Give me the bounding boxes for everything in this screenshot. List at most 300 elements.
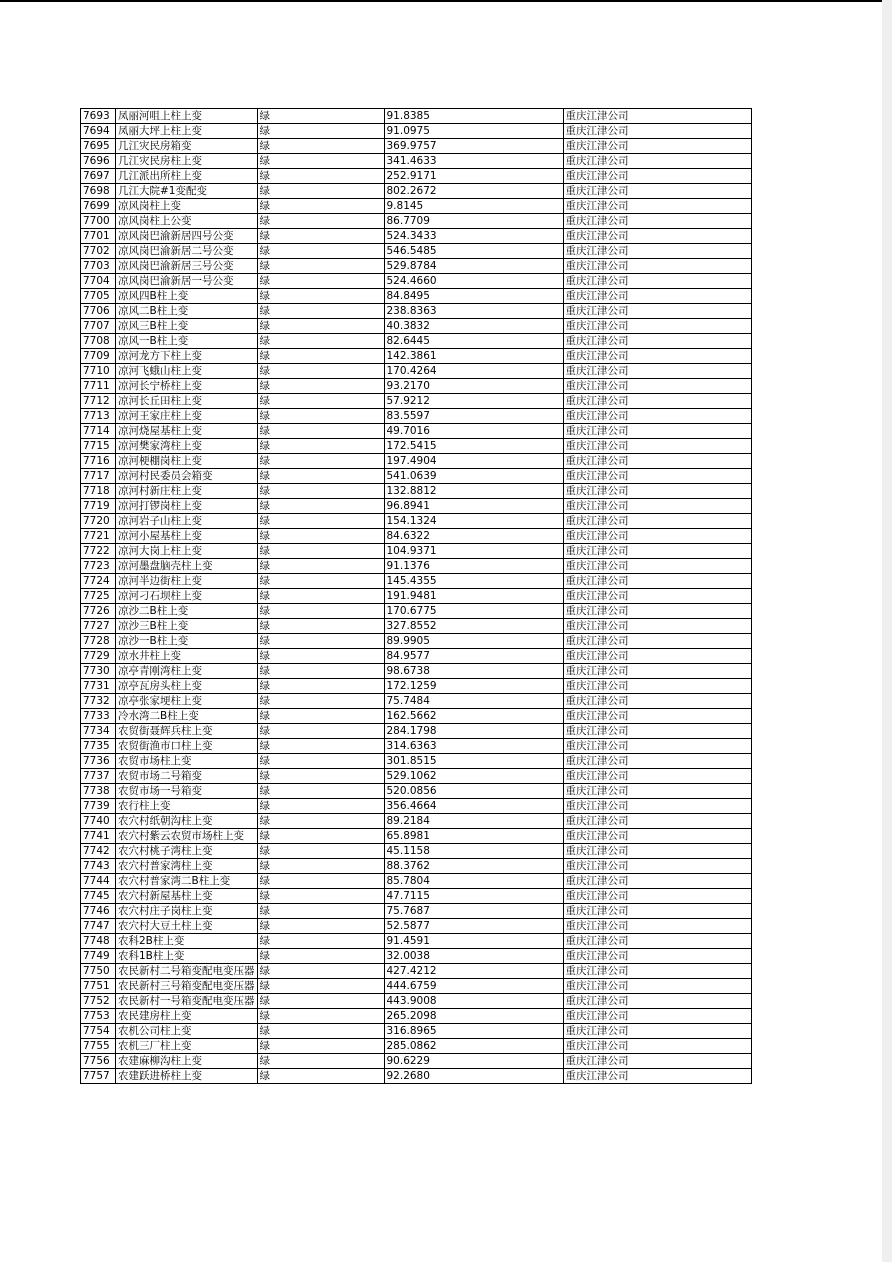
company-cell: 重庆江津公司 — [563, 619, 751, 634]
table-row — [81, 304, 752, 319]
status-cell: 绿 — [257, 154, 384, 169]
table-row — [81, 124, 752, 139]
status-cell: 绿 — [257, 664, 384, 679]
company-cell: 重庆江津公司 — [563, 679, 751, 694]
value-cell: 284.1798 — [384, 724, 563, 739]
row-id-cell: 7750 — [81, 964, 116, 979]
row-id-cell: 7731 — [81, 679, 116, 694]
name-cell: 凉风岗柱上变 — [116, 199, 258, 214]
company-cell: 重庆江津公司 — [563, 799, 751, 814]
status-cell: 绿 — [257, 904, 384, 919]
table-row — [81, 709, 752, 724]
value-cell: 75.7687 — [384, 904, 563, 919]
name-cell: 农贸街聂辉兵柱上变 — [116, 724, 258, 739]
table-row — [81, 889, 752, 904]
row-id-cell: 7710 — [81, 364, 116, 379]
name-cell: 农机三厂柱上变 — [116, 1039, 258, 1054]
status-cell: 绿 — [257, 559, 384, 574]
row-id-cell: 7741 — [81, 829, 116, 844]
row-id-cell: 7706 — [81, 304, 116, 319]
status-cell: 绿 — [257, 949, 384, 964]
value-cell: 84.6322 — [384, 529, 563, 544]
status-cell: 绿 — [257, 349, 384, 364]
status-cell: 绿 — [257, 244, 384, 259]
status-cell: 绿 — [257, 694, 384, 709]
row-id-cell: 7745 — [81, 889, 116, 904]
value-cell: 142.3861 — [384, 349, 563, 364]
status-cell: 绿 — [257, 454, 384, 469]
company-cell: 重庆江津公司 — [563, 499, 751, 514]
value-cell: 89.9905 — [384, 634, 563, 649]
company-cell: 重庆江津公司 — [563, 184, 751, 199]
status-cell: 绿 — [257, 334, 384, 349]
company-cell: 重庆江津公司 — [563, 244, 751, 259]
value-cell: 443.9008 — [384, 994, 563, 1009]
name-cell: 农民建房柱上变 — [116, 1009, 258, 1024]
name-cell: 凉亭张家埂柱上变 — [116, 694, 258, 709]
row-id-cell: 7716 — [81, 454, 116, 469]
company-cell: 重庆江津公司 — [563, 859, 751, 874]
name-cell: 凉河刁石坝柱上变 — [116, 589, 258, 604]
name-cell: 农穴村纸朝沟柱上变 — [116, 814, 258, 829]
value-cell: 154.1324 — [384, 514, 563, 529]
company-cell: 重庆江津公司 — [563, 964, 751, 979]
table-row — [81, 859, 752, 874]
value-cell: 91.0975 — [384, 124, 563, 139]
table-row — [81, 229, 752, 244]
name-cell: 农贸市场一号箱变 — [116, 784, 258, 799]
name-cell: 凉风岗巴渝新居四号公变 — [116, 229, 258, 244]
name-cell: 农建麻柳沟柱上变 — [116, 1054, 258, 1069]
value-cell: 9.8145 — [384, 199, 563, 214]
value-cell: 172.1259 — [384, 679, 563, 694]
row-id-cell: 7694 — [81, 124, 116, 139]
company-cell: 重庆江津公司 — [563, 1039, 751, 1054]
company-cell: 重庆江津公司 — [563, 574, 751, 589]
value-cell: 162.5662 — [384, 709, 563, 724]
page-top-border — [0, 0, 892, 2]
table-row — [81, 109, 752, 124]
table-row — [81, 964, 752, 979]
company-cell: 重庆江津公司 — [563, 634, 751, 649]
status-cell: 绿 — [257, 589, 384, 604]
name-cell: 凉河飞蛾山柱上变 — [116, 364, 258, 379]
name-cell: 农民新村二号箱变配电变压器 — [116, 964, 258, 979]
company-cell: 重庆江津公司 — [563, 589, 751, 604]
value-cell: 427.4212 — [384, 964, 563, 979]
status-cell: 绿 — [257, 1024, 384, 1039]
company-cell: 重庆江津公司 — [563, 424, 751, 439]
name-cell: 冷水湾二B柱上变 — [116, 709, 258, 724]
name-cell: 农科2B柱上变 — [116, 934, 258, 949]
name-cell: 凉风岗巴渝新居二号公变 — [116, 244, 258, 259]
status-cell: 绿 — [257, 994, 384, 1009]
value-cell: 524.4660 — [384, 274, 563, 289]
value-cell: 341.4633 — [384, 154, 563, 169]
row-id-cell: 7748 — [81, 934, 116, 949]
table-row — [81, 394, 752, 409]
row-id-cell: 7733 — [81, 709, 116, 724]
company-cell: 重庆江津公司 — [563, 754, 751, 769]
status-cell: 绿 — [257, 214, 384, 229]
value-cell: 285.0862 — [384, 1039, 563, 1054]
page-right-gutter — [882, 0, 892, 1262]
row-id-cell: 7700 — [81, 214, 116, 229]
company-cell: 重庆江津公司 — [563, 1009, 751, 1024]
status-cell: 绿 — [257, 469, 384, 484]
row-id-cell: 7724 — [81, 574, 116, 589]
company-cell: 重庆江津公司 — [563, 529, 751, 544]
name-cell: 凉沙三B柱上变 — [116, 619, 258, 634]
status-cell: 绿 — [257, 814, 384, 829]
table-row — [81, 994, 752, 1009]
company-cell: 重庆江津公司 — [563, 454, 751, 469]
name-cell: 农穴村普家湾柱上变 — [116, 859, 258, 874]
value-cell: 170.6775 — [384, 604, 563, 619]
table-row — [81, 979, 752, 994]
table-row — [81, 424, 752, 439]
status-cell: 绿 — [257, 379, 384, 394]
name-cell: 凉河打锣岗柱上变 — [116, 499, 258, 514]
status-cell: 绿 — [257, 859, 384, 874]
status-cell: 绿 — [257, 979, 384, 994]
company-cell: 重庆江津公司 — [563, 514, 751, 529]
status-cell: 绿 — [257, 124, 384, 139]
value-cell: 238.8363 — [384, 304, 563, 319]
row-id-cell: 7714 — [81, 424, 116, 439]
table-row — [81, 829, 752, 844]
name-cell: 几江派出所柱上变 — [116, 169, 258, 184]
value-cell: 314.6363 — [384, 739, 563, 754]
row-id-cell: 7699 — [81, 199, 116, 214]
value-cell: 546.5485 — [384, 244, 563, 259]
company-cell: 重庆江津公司 — [563, 829, 751, 844]
company-cell: 重庆江津公司 — [563, 229, 751, 244]
table-row — [81, 874, 752, 889]
row-id-cell: 7719 — [81, 499, 116, 514]
row-id-cell: 7753 — [81, 1009, 116, 1024]
name-cell: 凉风二B柱上变 — [116, 304, 258, 319]
row-id-cell: 7749 — [81, 949, 116, 964]
status-cell: 绿 — [257, 679, 384, 694]
table-row — [81, 364, 752, 379]
row-id-cell: 7701 — [81, 229, 116, 244]
table-row — [81, 679, 752, 694]
value-cell: 444.6759 — [384, 979, 563, 994]
name-cell: 农贸街渔市口柱上变 — [116, 739, 258, 754]
row-id-cell: 7715 — [81, 439, 116, 454]
company-cell: 重庆江津公司 — [563, 874, 751, 889]
name-cell: 凉河烧屋基柱上变 — [116, 424, 258, 439]
company-cell: 重庆江津公司 — [563, 664, 751, 679]
table-row — [81, 589, 752, 604]
name-cell: 农穴村紫云农贸市场柱上变 — [116, 829, 258, 844]
company-cell: 重庆江津公司 — [563, 934, 751, 949]
status-cell: 绿 — [257, 1069, 384, 1084]
company-cell: 重庆江津公司 — [563, 949, 751, 964]
name-cell: 凤丽大坪上柱上变 — [116, 124, 258, 139]
name-cell: 几江灾民房柱上变 — [116, 154, 258, 169]
company-cell: 重庆江津公司 — [563, 124, 751, 139]
table-row — [81, 454, 752, 469]
company-cell: 重庆江津公司 — [563, 154, 751, 169]
row-id-cell: 7697 — [81, 169, 116, 184]
row-id-cell: 7702 — [81, 244, 116, 259]
company-cell: 重庆江津公司 — [563, 994, 751, 1009]
value-cell: 47.7115 — [384, 889, 563, 904]
value-cell: 98.6738 — [384, 664, 563, 679]
name-cell: 凉风岗巴渝新居一号公变 — [116, 274, 258, 289]
row-id-cell: 7698 — [81, 184, 116, 199]
table-row — [81, 1069, 752, 1084]
name-cell: 凉河岩子山柱上变 — [116, 514, 258, 529]
row-id-cell: 7754 — [81, 1024, 116, 1039]
row-id-cell: 7709 — [81, 349, 116, 364]
name-cell: 凉河墨盘脑壳柱上变 — [116, 559, 258, 574]
status-cell: 绿 — [257, 169, 384, 184]
name-cell: 凉沙一B柱上变 — [116, 634, 258, 649]
value-cell: 45.1158 — [384, 844, 563, 859]
status-cell: 绿 — [257, 259, 384, 274]
company-cell: 重庆江津公司 — [563, 889, 751, 904]
row-id-cell: 7756 — [81, 1054, 116, 1069]
name-cell: 凉河王家庄柱上变 — [116, 409, 258, 424]
status-cell: 绿 — [257, 424, 384, 439]
company-cell: 重庆江津公司 — [563, 379, 751, 394]
value-cell: 301.8515 — [384, 754, 563, 769]
company-cell: 重庆江津公司 — [563, 439, 751, 454]
table-row — [81, 214, 752, 229]
company-cell: 重庆江津公司 — [563, 604, 751, 619]
company-cell: 重庆江津公司 — [563, 394, 751, 409]
table-row — [81, 319, 752, 334]
name-cell: 凉河樊家湾柱上变 — [116, 439, 258, 454]
table-row — [81, 784, 752, 799]
status-cell: 绿 — [257, 229, 384, 244]
status-cell: 绿 — [257, 739, 384, 754]
row-id-cell: 7727 — [81, 619, 116, 634]
row-id-cell: 7722 — [81, 544, 116, 559]
status-cell: 绿 — [257, 619, 384, 634]
table-row — [81, 184, 752, 199]
row-id-cell: 7696 — [81, 154, 116, 169]
table-row — [81, 634, 752, 649]
status-cell: 绿 — [257, 754, 384, 769]
status-cell: 绿 — [257, 934, 384, 949]
row-id-cell: 7757 — [81, 1069, 116, 1084]
status-cell: 绿 — [257, 844, 384, 859]
table-row — [81, 769, 752, 784]
company-cell: 重庆江津公司 — [563, 724, 751, 739]
name-cell: 农穴村庄子岗柱上变 — [116, 904, 258, 919]
row-id-cell: 7737 — [81, 769, 116, 784]
value-cell: 92.2680 — [384, 1069, 563, 1084]
table-row — [81, 274, 752, 289]
name-cell: 农穴村普家湾二B柱上变 — [116, 874, 258, 889]
status-cell: 绿 — [257, 499, 384, 514]
status-cell: 绿 — [257, 889, 384, 904]
table-row — [81, 1054, 752, 1069]
row-id-cell: 7721 — [81, 529, 116, 544]
table-row — [81, 469, 752, 484]
company-cell: 重庆江津公司 — [563, 784, 751, 799]
table-row — [81, 649, 752, 664]
row-id-cell: 7705 — [81, 289, 116, 304]
table-row — [81, 349, 752, 364]
name-cell: 凉河半边街柱上变 — [116, 574, 258, 589]
company-cell: 重庆江津公司 — [563, 364, 751, 379]
value-cell: 252.9171 — [384, 169, 563, 184]
company-cell: 重庆江津公司 — [563, 259, 751, 274]
table-row — [81, 919, 752, 934]
company-cell: 重庆江津公司 — [563, 289, 751, 304]
status-cell: 绿 — [257, 964, 384, 979]
name-cell: 凉河村新庄柱上变 — [116, 484, 258, 499]
company-cell: 重庆江津公司 — [563, 694, 751, 709]
table-row — [81, 514, 752, 529]
status-cell: 绿 — [257, 319, 384, 334]
value-cell: 89.2184 — [384, 814, 563, 829]
row-id-cell: 7740 — [81, 814, 116, 829]
value-cell: 75.7484 — [384, 694, 563, 709]
company-cell: 重庆江津公司 — [563, 844, 751, 859]
company-cell: 重庆江津公司 — [563, 649, 751, 664]
value-cell: 369.9757 — [384, 139, 563, 154]
value-cell: 191.9481 — [384, 589, 563, 604]
row-id-cell: 7734 — [81, 724, 116, 739]
row-id-cell: 7717 — [81, 469, 116, 484]
status-cell: 绿 — [257, 184, 384, 199]
company-cell: 重庆江津公司 — [563, 214, 751, 229]
row-id-cell: 7720 — [81, 514, 116, 529]
value-cell: 86.7709 — [384, 214, 563, 229]
company-cell: 重庆江津公司 — [563, 739, 751, 754]
row-id-cell: 7695 — [81, 139, 116, 154]
name-cell: 凉河村民委员会箱变 — [116, 469, 258, 484]
table-row — [81, 949, 752, 964]
table-row — [81, 844, 752, 859]
name-cell: 农机公司柱上变 — [116, 1024, 258, 1039]
value-cell: 524.3433 — [384, 229, 563, 244]
table-row — [81, 529, 752, 544]
table-row — [81, 904, 752, 919]
company-cell: 重庆江津公司 — [563, 409, 751, 424]
name-cell: 凉风三B柱上变 — [116, 319, 258, 334]
company-cell: 重庆江津公司 — [563, 1024, 751, 1039]
table-row — [81, 694, 752, 709]
row-id-cell: 7752 — [81, 994, 116, 1009]
status-cell: 绿 — [257, 514, 384, 529]
status-cell: 绿 — [257, 709, 384, 724]
status-cell: 绿 — [257, 394, 384, 409]
row-id-cell: 7693 — [81, 109, 116, 124]
status-cell: 绿 — [257, 634, 384, 649]
row-id-cell: 7736 — [81, 754, 116, 769]
status-cell: 绿 — [257, 724, 384, 739]
name-cell: 农民新村一号箱变配电变压器 — [116, 994, 258, 1009]
company-cell: 重庆江津公司 — [563, 304, 751, 319]
row-id-cell: 7726 — [81, 604, 116, 619]
row-id-cell: 7718 — [81, 484, 116, 499]
value-cell: 40.3832 — [384, 319, 563, 334]
row-id-cell: 7729 — [81, 649, 116, 664]
value-cell: 802.2672 — [384, 184, 563, 199]
value-cell: 65.8981 — [384, 829, 563, 844]
table-row — [81, 1039, 752, 1054]
company-cell: 重庆江津公司 — [563, 109, 751, 124]
company-cell: 重庆江津公司 — [563, 769, 751, 784]
table-row — [81, 139, 752, 154]
row-id-cell: 7732 — [81, 694, 116, 709]
table-row — [81, 169, 752, 184]
company-cell: 重庆江津公司 — [563, 904, 751, 919]
status-cell: 绿 — [257, 304, 384, 319]
value-cell: 91.4591 — [384, 934, 563, 949]
name-cell: 凉风四B柱上变 — [116, 289, 258, 304]
status-cell: 绿 — [257, 769, 384, 784]
table-row — [81, 409, 752, 424]
value-cell: 32.0038 — [384, 949, 563, 964]
row-id-cell: 7746 — [81, 904, 116, 919]
row-id-cell: 7712 — [81, 394, 116, 409]
value-cell: 316.8965 — [384, 1024, 563, 1039]
name-cell: 凉亭瓦房头柱上变 — [116, 679, 258, 694]
row-id-cell: 7744 — [81, 874, 116, 889]
value-cell: 88.3762 — [384, 859, 563, 874]
status-cell: 绿 — [257, 1009, 384, 1024]
table-row — [81, 379, 752, 394]
value-cell: 356.4664 — [384, 799, 563, 814]
value-cell: 52.5877 — [384, 919, 563, 934]
name-cell: 凉风岗巴渝新居三号公变 — [116, 259, 258, 274]
value-cell: 96.8941 — [384, 499, 563, 514]
table-body — [81, 109, 752, 1084]
company-cell: 重庆江津公司 — [563, 814, 751, 829]
table-row — [81, 574, 752, 589]
row-id-cell: 7742 — [81, 844, 116, 859]
table-row — [81, 559, 752, 574]
name-cell: 农穴村桃子湾柱上变 — [116, 844, 258, 859]
status-cell: 绿 — [257, 1039, 384, 1054]
name-cell: 凉河大岗上柱上变 — [116, 544, 258, 559]
table-row — [81, 604, 752, 619]
table-row — [81, 439, 752, 454]
company-cell: 重庆江津公司 — [563, 349, 751, 364]
table-row — [81, 619, 752, 634]
value-cell: 529.8784 — [384, 259, 563, 274]
name-cell: 农穴村新屋基柱上变 — [116, 889, 258, 904]
status-cell: 绿 — [257, 409, 384, 424]
table-row — [81, 739, 752, 754]
name-cell: 农贸市场二号箱变 — [116, 769, 258, 784]
row-id-cell: 7751 — [81, 979, 116, 994]
table-row — [81, 484, 752, 499]
name-cell: 凉亭青刚湾柱上变 — [116, 664, 258, 679]
name-cell: 凉河龙方下柱上变 — [116, 349, 258, 364]
name-cell: 农穴村大豆土柱上变 — [116, 919, 258, 934]
value-cell: 85.7804 — [384, 874, 563, 889]
name-cell: 农行柱上变 — [116, 799, 258, 814]
table-row — [81, 154, 752, 169]
company-cell: 重庆江津公司 — [563, 709, 751, 724]
status-cell: 绿 — [257, 529, 384, 544]
value-cell: 132.8812 — [384, 484, 563, 499]
table-row — [81, 799, 752, 814]
table-row — [81, 934, 752, 949]
value-cell: 49.7016 — [384, 424, 563, 439]
company-cell: 重庆江津公司 — [563, 334, 751, 349]
name-cell: 凤丽河咀上柱上变 — [116, 109, 258, 124]
